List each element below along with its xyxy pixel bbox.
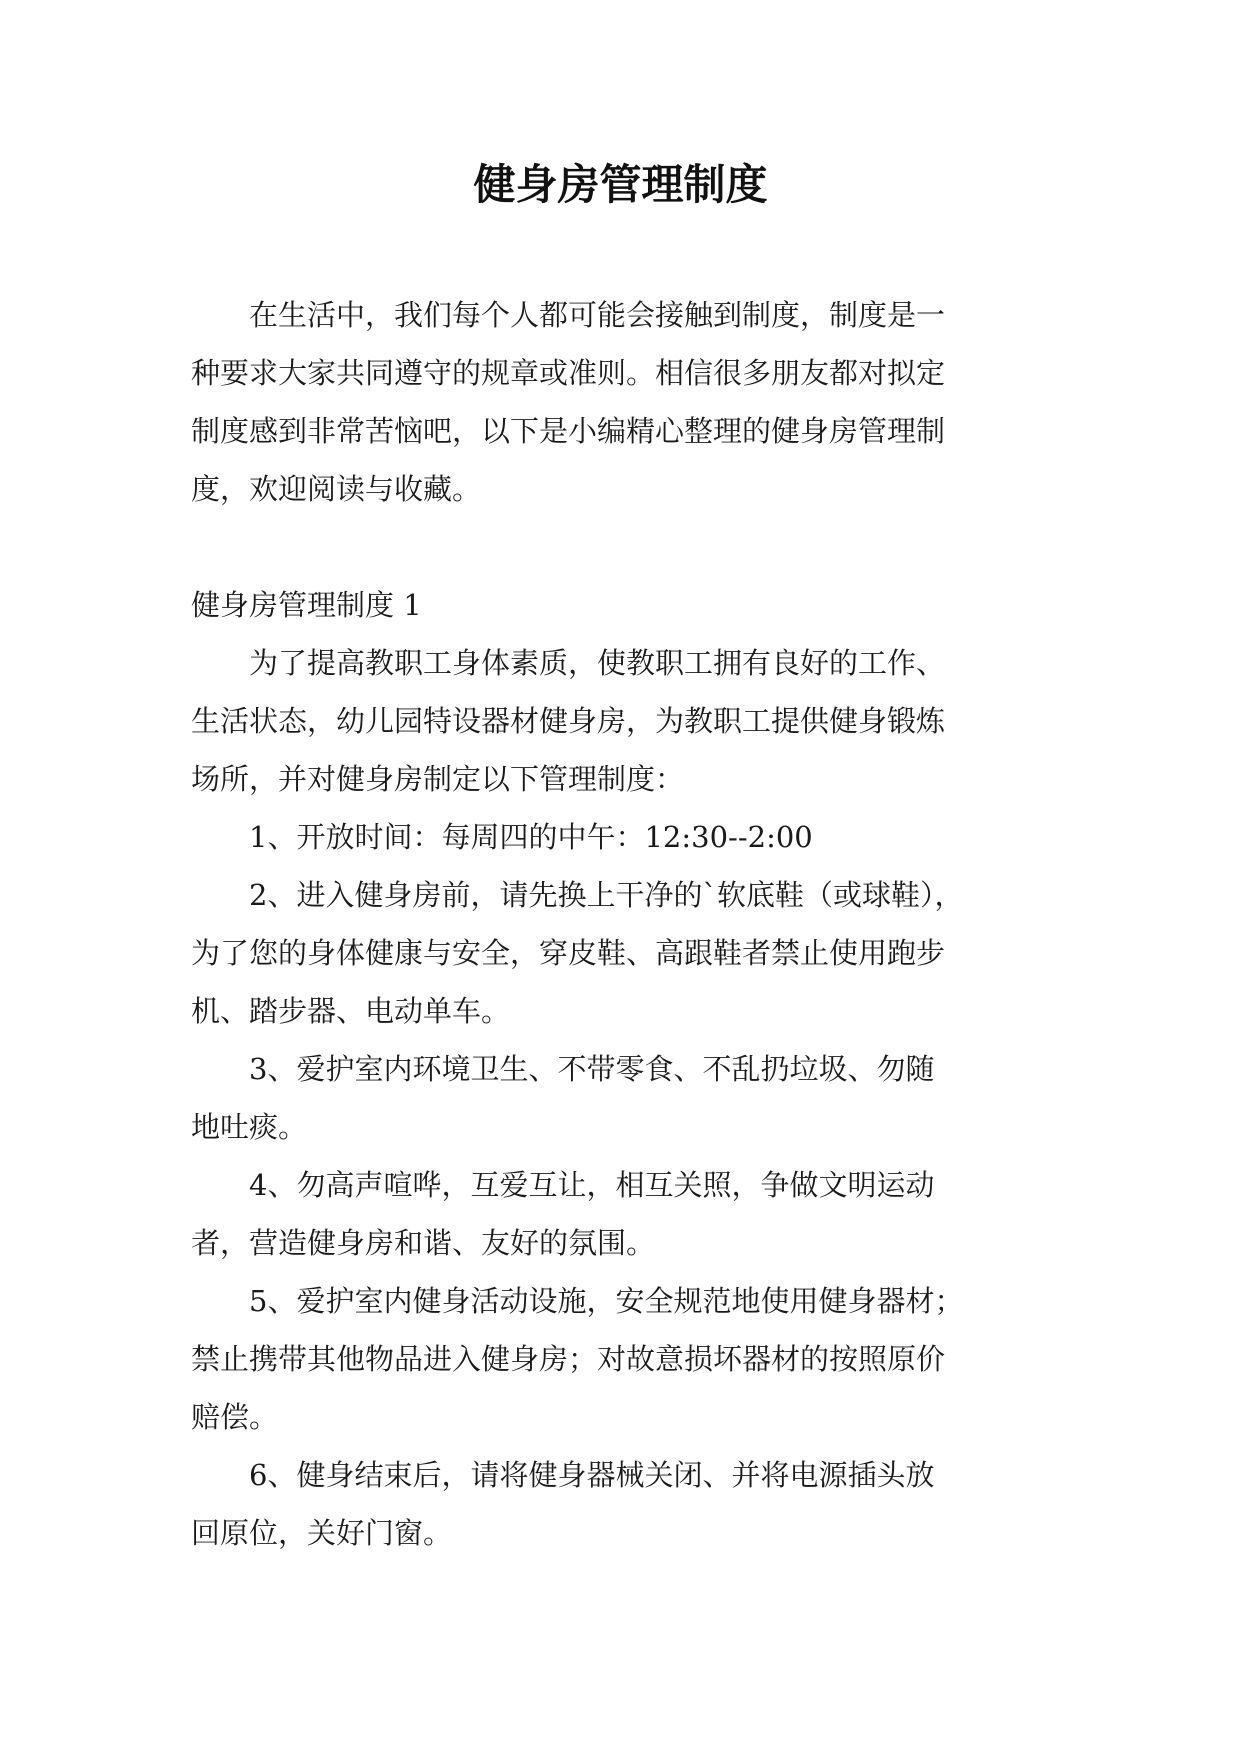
rule-item-4: 4、勿高声喧哗，互爱互让，相互关照，争做文明运动 — [249, 1168, 935, 1202]
body-line: 者，营造健身房和谐、友好的氛围。 — [191, 1226, 656, 1260]
intro-line: 在生活中，我们每个人都可能会接触到制度，制度是一 — [249, 298, 946, 332]
section-heading: 健身房管理制度 1 — [191, 588, 422, 622]
body-line: 为了提高教职工身体素质，使教职工拥有良好的工作、 — [249, 646, 946, 680]
body-line: 地吐痰。 — [191, 1110, 308, 1144]
rule-item-1: 1、开放时间：每周四的中午：12:30--2:00 — [249, 820, 813, 854]
rule-item-6: 6、健身结束后，请将健身器械关闭、并将电源插头放 — [249, 1458, 935, 1492]
body-line: 机、踏步器、电动单车。 — [191, 994, 511, 1028]
body-line: 场所，并对健身房制定以下管理制度： — [191, 762, 685, 796]
body-line: 为了您的身体健康与安全，穿皮鞋、高跟鞋者禁止使用跑步 — [191, 936, 946, 970]
rule-item-5: 5、爱护室内健身活动设施，安全规范地使用健身器材； — [249, 1284, 964, 1318]
body-line: 生活状态，幼儿园特设器材健身房，为教职工提供健身锻炼 — [191, 704, 946, 738]
document-title: 健身房管理制度 — [473, 160, 768, 209]
intro-line: 度，欢迎阅读与收藏。 — [191, 472, 482, 506]
body-line: 回原位，关好门窗。 — [191, 1516, 453, 1550]
rule-item-3: 3、爱护室内环境卫生、不带零食、不乱扔垃圾、勿随 — [249, 1052, 935, 1086]
body-line: 赔偿。 — [191, 1400, 279, 1434]
rule-item-2: 2、进入健身房前，请先换上干净的`软底鞋（或球鞋）， — [249, 878, 964, 912]
intro-line: 制度感到非常苦恼吧，以下是小编精心整理的健身房管理制 — [191, 414, 946, 448]
intro-line: 种要求大家共同遵守的规章或准则。相信很多朋友都对拟定 — [191, 356, 946, 390]
body-line: 禁止携带其他物品进入健身房；对故意损坏器材的按照原价 — [191, 1342, 946, 1376]
